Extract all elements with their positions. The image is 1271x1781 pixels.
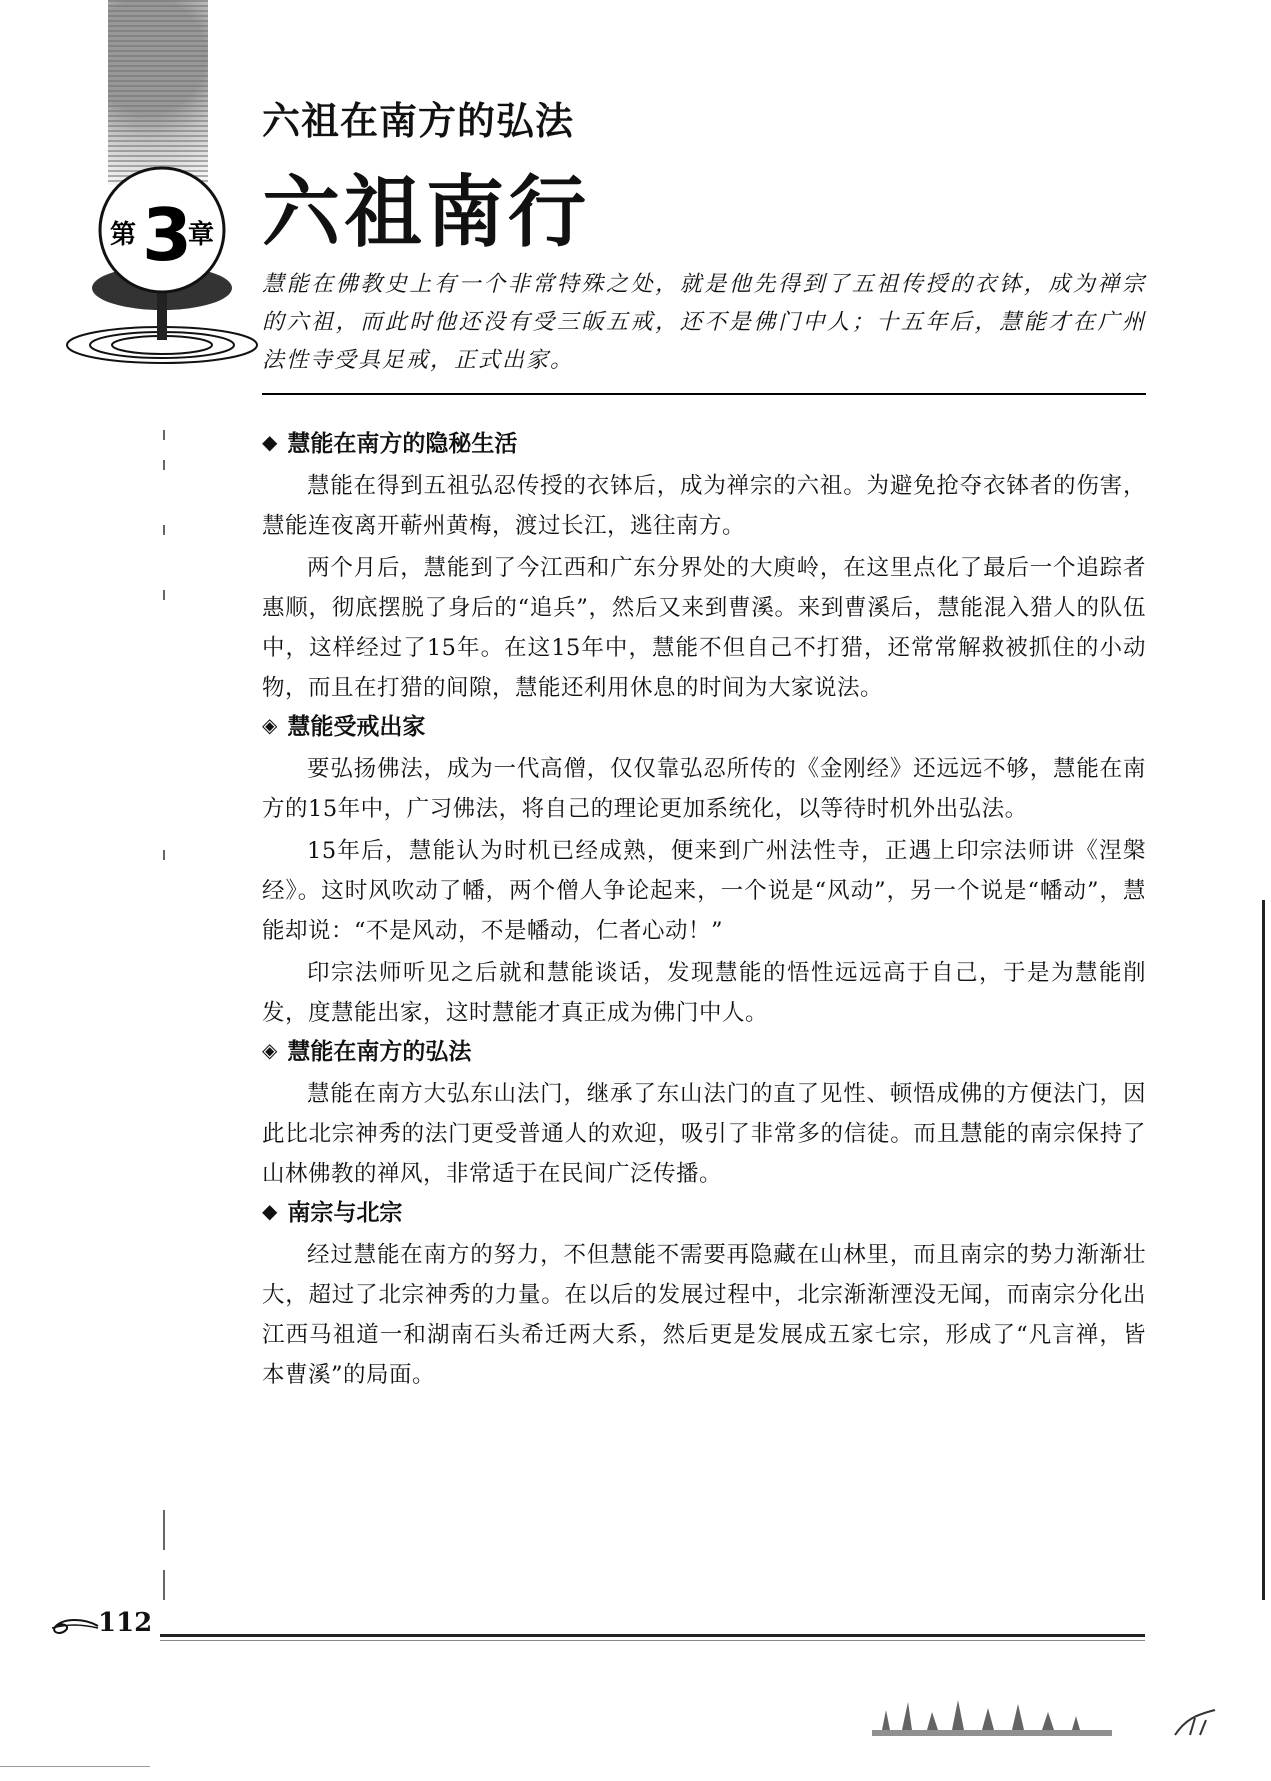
scan-artifact-line xyxy=(0,1766,150,1767)
diamond-bullet-icon: ◈ xyxy=(262,712,278,737)
intro-divider xyxy=(262,393,1146,395)
section-heading xyxy=(262,425,1146,458)
paragraph: 慧能在得到五祖弘忍传授的衣钵后，成为禅宗的六祖。为避免抢夺衣钵者的伤害，慧能连夜离开蕲州黄梅，渡过长江，逃往南方。 xyxy=(262,473,1146,539)
page-edge xyxy=(1262,900,1265,1600)
section-heading-text: 慧能受戒出家 xyxy=(287,714,426,740)
paragraph: 印宗法师听见之后就和慧能谈话，发现慧能的悟性远远高于自己，于是为慧能削发，度慧能出家，这时慧能才真正成为佛门中人。 xyxy=(262,960,1146,1026)
footer-rule-thin xyxy=(160,1640,1145,1641)
section-heading-text: 慧能在南方的隐秘生活 xyxy=(287,431,518,457)
page-number: 112 xyxy=(98,1608,153,1638)
chapter-suffix: 章 xyxy=(188,220,215,250)
chapter-subtitle: 六祖在南方的弘法 xyxy=(262,99,575,143)
section-heading xyxy=(262,708,1146,741)
paragraph: 慧能在南方大弘东山法门，继承了东山法门的直了见性、顿悟成佛的方便法门，因此比北宗神秀的法门更受普通人的欢迎，吸引了非常多的信徒。而且慧能的南宗保持了山林佛教的禅风，非常适于在民间广泛传播。 xyxy=(262,1081,1146,1187)
chapter-title: 六祖南行 xyxy=(262,168,591,258)
section-preaching xyxy=(262,1033,1146,1194)
section-heading xyxy=(262,1033,1146,1066)
plant-decoration-icon xyxy=(1170,1700,1220,1740)
paragraph: 经过慧能在南方的努力，不但慧能不需要再隐藏在山林里，而且南宗的势力渐渐壮大，超过了北宗神秀的力量。在以后的发展过程中，北宗渐渐湮没无闻，而南宗分化出江西马祖道一和湖南石头希迁两大系，然后更是发展成五家七宗，形成了“凡言禅，皆本曹溪”的局面。 xyxy=(262,1242,1146,1388)
section-heading xyxy=(262,1194,1146,1227)
diamond-bullet-icon: ◆ xyxy=(262,429,278,454)
chapter-prefix: 第 xyxy=(110,220,137,250)
paragraph: 两个月后，慧能到了今江西和广东分界处的大庾岭，在这里点化了最后一个追踪者惠顺，彻底摆脱了身后的“追兵”，然后又来到曹溪。来到曹溪后，慧能混入猎人的队伍中，这样经过了15年。在这15年中，慧能不但自己不打猎，还常常解救被抓住的小动物，而且在打猎的间隙，慧能还利用休息的时间为大家说法。 xyxy=(262,555,1146,701)
margin-marks xyxy=(163,430,167,1630)
paragraph: 15年后，慧能认为时机已经成熟，便来到广州法性寺，正遇上印宗法师讲《涅槃经》。这时风吹动了幡，两个僧人争论起来，一个说是“风动”，另一个说是“幡动”，慧能却说：“不是风动，不是幡动，仁者心动！” xyxy=(262,838,1146,944)
chapter-number: 3 xyxy=(142,193,193,277)
swirl-icon xyxy=(44,1614,100,1638)
chapter-intro: 慧能在佛教史上有一个非常特殊之处，就是他先得到了五祖传授的衣钵，成为禅宗的六祖，而此时他还没有受三皈五戒，还不是佛门中人；十五年后，慧能才在广州法性寺受具足戒，正式出家。 xyxy=(262,272,1146,373)
section-heading-text: 南宗与北宗 xyxy=(287,1200,403,1226)
grass-decoration-icon xyxy=(872,1690,1112,1750)
footer-rule xyxy=(160,1634,1145,1637)
section-hidden-life xyxy=(262,425,1146,708)
diamond-bullet-icon: ◆ xyxy=(262,1198,278,1223)
paragraph: 要弘扬佛法，成为一代高僧，仅仅靠弘忍所传的《金刚经》还远远不够，慧能在南方的15年中，广习佛法，将自己的理论更加系统化，以等待时机外出弘法。 xyxy=(262,756,1146,822)
section-south-north xyxy=(262,1194,1146,1395)
diamond-bullet-icon: ◈ xyxy=(262,1037,278,1062)
section-ordination xyxy=(262,708,1146,1033)
chapter-body xyxy=(262,425,1146,1395)
chapter-badge xyxy=(62,150,282,370)
section-heading-text: 慧能在南方的弘法 xyxy=(287,1039,472,1065)
